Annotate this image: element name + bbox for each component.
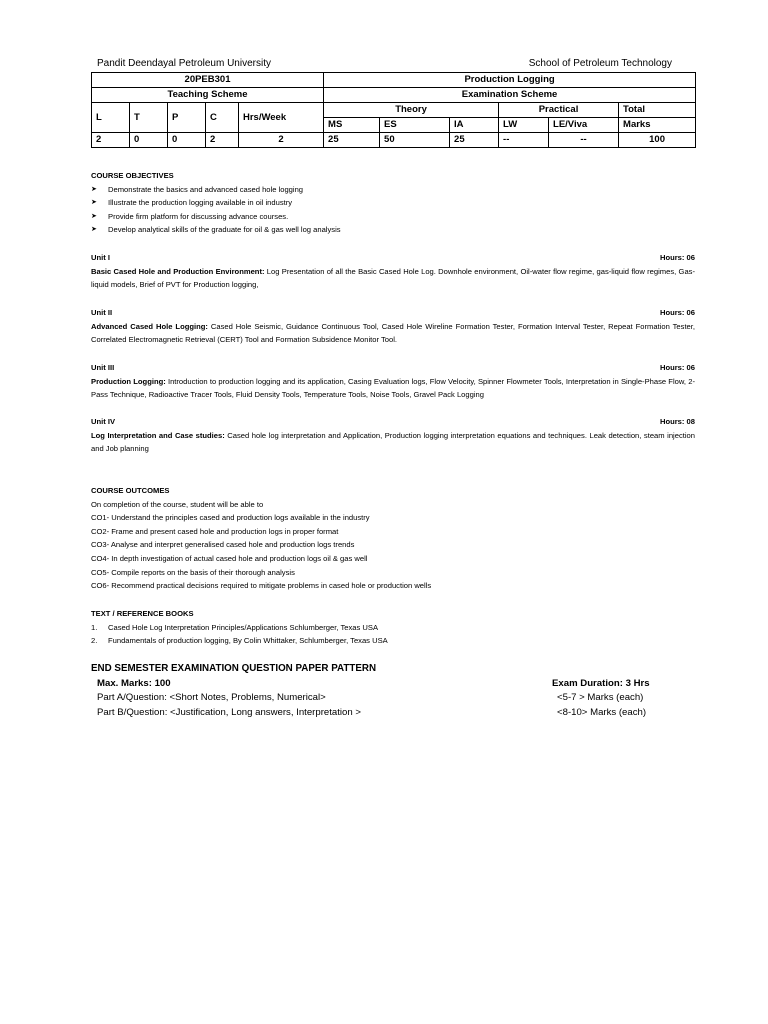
- exam-row: [91, 677, 695, 692]
- list-item: CO3- Analyse and interpret generalised cased hole and production logs trends: [91, 540, 355, 550]
- value-ia: 25: [450, 133, 499, 148]
- outcomes-heading: COURSE OUTCOMES: [91, 486, 170, 495]
- unit-heading: [91, 415, 695, 429]
- exam-pattern-heading: END SEMESTER EXAMINATION QUESTION PAPER PATTERN: [91, 663, 377, 674]
- practical-header: Practical: [499, 103, 619, 118]
- unit-2-section: [91, 306, 695, 347]
- university-name: Pandit Deendayal Petroleum University: [97, 58, 271, 69]
- teaching-scheme-label: Teaching Scheme: [92, 88, 324, 103]
- reference-books-section: [91, 607, 695, 648]
- col-header-l: L: [92, 103, 130, 133]
- col-header-lw: LW: [499, 118, 549, 133]
- unit-text: Introduction to production logging and its application, Casing Evaluation logs, Flow Velocity, Spinner Flowmeter Tools, Interpretation in Single-Phase Flow, 2-Pass Technique, Radioactive Tracer Tools, Fluid Density Tools, Temperature Tools, Noise Tools, Gravel Pack Logging: [91, 376, 695, 400]
- list-number: 2.: [91, 636, 98, 646]
- total-header: Total: [619, 103, 696, 118]
- list-item: ➤ Demonstrate the basics and advanced cased hole logging: [91, 183, 695, 197]
- table-row: [92, 73, 696, 88]
- unit-title: Unit I: [91, 253, 110, 262]
- theory-header: Theory: [324, 103, 499, 118]
- course-objectives-section: [91, 169, 695, 237]
- value-total: 100: [619, 133, 696, 148]
- unit-title: Unit II: [91, 308, 113, 317]
- col-header-ms: MS: [324, 118, 380, 133]
- arrow-bullet-icon: ➤: [91, 226, 97, 234]
- unit-hours: Hours: 08: [659, 417, 695, 426]
- arrow-bullet-icon: ➤: [91, 212, 97, 220]
- value-ms: 25: [324, 133, 380, 148]
- unit-heading: [91, 251, 695, 265]
- col-header-c: C: [206, 103, 239, 133]
- unit-1-section: [91, 251, 695, 292]
- objectives-heading: COURSE OBJECTIVES: [91, 171, 174, 180]
- books-heading: TEXT / REFERENCE BOOKS: [91, 609, 194, 618]
- course-code: 20PEB301: [92, 73, 324, 88]
- value-hrs-week: 2: [239, 133, 324, 148]
- exam-duration: Exam Duration: 3 Hrs: [552, 677, 650, 689]
- unit-title: Unit IV: [91, 417, 116, 426]
- unit-title: Unit III: [91, 363, 115, 372]
- exam-row: [91, 691, 695, 706]
- outcomes-intro: On completion of the course, student will be able to: [91, 499, 264, 509]
- unit-3-section: [91, 361, 695, 402]
- part-b-marks: <8-10> Marks (each): [557, 706, 647, 718]
- unit-heading: [91, 306, 695, 320]
- list-item: CO1- Understand the principles cased and production logs available in the industry: [91, 513, 370, 523]
- value-l: 2: [92, 133, 130, 148]
- course-name: Production Logging: [324, 73, 696, 88]
- list-item: ➤ Provide firm platform for discussing advance courses.: [91, 210, 695, 224]
- list-item: 2. Fundamentals of production logging, By Colin Whittaker, Schlumberger, Texas USA: [91, 634, 695, 648]
- unit-hours: Hours: 06: [659, 308, 695, 317]
- unit-hours: Hours: 06: [659, 253, 695, 262]
- unit-description: [91, 320, 695, 347]
- part-a-marks: <5-7 > Marks (each): [557, 692, 644, 703]
- exam-row: [91, 706, 695, 721]
- list-number: 1.: [91, 622, 98, 632]
- col-header-hrs-week: Hrs/Week: [239, 103, 324, 133]
- unit-topic: Production Logging:: [91, 376, 166, 386]
- unit-hours: Hours: 06: [659, 363, 695, 372]
- unit-description: [91, 265, 695, 292]
- table-row: [92, 133, 696, 148]
- unit-topic: Advanced Cased Hole Logging:: [91, 321, 208, 331]
- arrow-bullet-icon: ➤: [91, 199, 97, 207]
- col-header-ia: IA: [450, 118, 499, 133]
- unit-topic: Basic Cased Hole and Production Environment:: [91, 266, 265, 276]
- part-b-description: Part B/Question: <Justification, Long answers, Interpretation >: [97, 706, 361, 718]
- exam-pattern-section: [91, 662, 695, 720]
- list-item: ➤ Develop analytical skills of the graduate for oil & gas well log analysis: [91, 223, 695, 237]
- value-es: 50: [380, 133, 450, 148]
- marks-header: Marks: [619, 118, 696, 133]
- school-name: School of Petroleum Technology: [528, 58, 672, 69]
- col-header-le-viva: LE/Viva: [549, 118, 619, 133]
- unit-text: Log Presentation of all the Basic Cased Hole Log. Downhole environment, Oil-water flow regime, gas-liquid flow regimes, Gas-liquid models, Brief of PVT for Production logging,: [91, 266, 695, 290]
- col-header-es: ES: [380, 118, 450, 133]
- unit-text: Cased hole log interpretation and Application, Production logging interpretation equations and techniques. Leak detection, steam injection and Job planning: [91, 430, 695, 454]
- unit-topic: Log Interpretation and Case studies:: [91, 430, 225, 440]
- col-header-p: P: [168, 103, 206, 133]
- max-marks: Max. Marks: 100: [97, 677, 171, 689]
- page-header: [97, 58, 672, 72]
- col-header-t: T: [130, 103, 168, 133]
- value-lw: --: [499, 133, 549, 148]
- part-a-description: Part A/Question: <Short Notes, Problems, Numerical>: [97, 692, 326, 703]
- table-row: [92, 103, 696, 118]
- examination-scheme-label: Examination Scheme: [324, 88, 696, 103]
- list-item: CO4- In depth investigation of actual cased hole and production logs oil & gas well: [91, 553, 368, 563]
- unit-description: [91, 375, 695, 402]
- unit-4-section: [91, 415, 695, 456]
- list-item: CO2- Frame and present cased hole and production logs in proper format: [91, 526, 339, 536]
- value-le-viva: --: [549, 133, 619, 148]
- unit-text: Cased Hole Seismic, Guidance Continuous Tool, Cased Hole Wireline Formation Tester, Formation Interval Tester, Repeat Formation Tester, Correlated Electromagnetic Retrieval (CERT) Tool and Formation Subsidence Monitor Tool.: [91, 321, 695, 345]
- list-item: ➤ Illustrate the production logging available in oil industry: [91, 196, 695, 210]
- value-t: 0: [130, 133, 168, 148]
- unit-description: [91, 429, 695, 456]
- unit-heading: [91, 361, 695, 375]
- list-item: CO5- Compile reports on the basis of their thorough analysis: [91, 567, 295, 577]
- arrow-bullet-icon: ➤: [91, 185, 97, 193]
- teaching-examination-scheme-table: [91, 72, 696, 148]
- list-item: CO6- Recommend practical decisions required to mitigate problems in cased hole or production wells: [91, 581, 432, 591]
- list-item: 1. Cased Hole Log Interpretation Principles/Applications Schlumberger, Texas USA: [91, 621, 695, 635]
- course-outcomes-section: [91, 484, 695, 593]
- value-c: 2: [206, 133, 239, 148]
- table-row: [92, 88, 696, 103]
- value-p: 0: [168, 133, 206, 148]
